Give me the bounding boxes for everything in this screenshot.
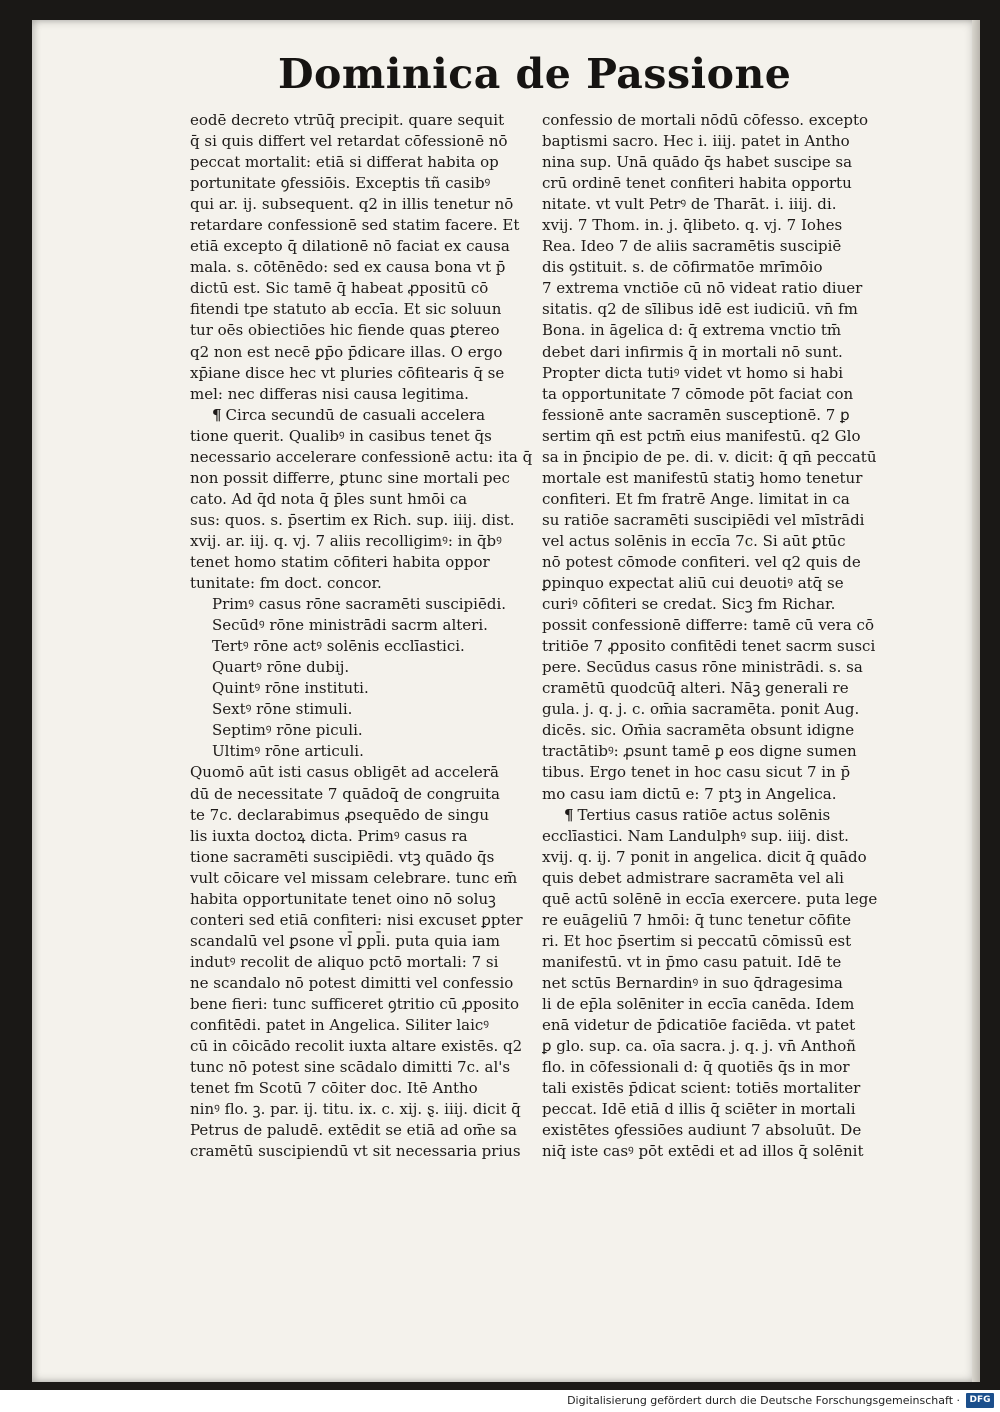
funding-credit: Digitalisierung gefördert durch die Deutsche Forschungsgemeinschaft ·	[567, 1394, 960, 1407]
line-text: confiteri. Et fm fratrē Ange. limitat in ca	[542, 489, 850, 508]
text-line	[542, 405, 882, 426]
text-line	[542, 468, 882, 489]
line-text: retardare confessionē sed statim facere. Et	[190, 216, 520, 235]
line-text: ꝑpinquo expectat aliū cui deuotiꝰ atq̄ se	[542, 574, 844, 593]
text-line	[190, 678, 534, 699]
line-text: Bona. in āgelica d: q̄ extrema vnctio tm̄	[542, 321, 842, 340]
dfg-logo: DFG	[966, 1393, 994, 1408]
text-line	[542, 910, 882, 931]
text-line	[542, 636, 882, 657]
text-line	[190, 784, 534, 805]
line-text: etiā excepto q̄ dilationē nō faciat ex causa	[190, 237, 510, 256]
line-text: Sextꝰ rōne stimuli.	[212, 700, 353, 719]
text-line	[190, 152, 534, 173]
text-line	[542, 678, 882, 699]
line-text: Septimꝰ rōne piculi.	[212, 721, 363, 740]
text-line	[190, 994, 534, 1015]
text-line	[190, 468, 534, 489]
text-line	[190, 762, 534, 783]
text-line	[190, 699, 534, 720]
line-text: sa in p̄ncipio de pe. di. v. dicit: q̄ qn̄ peccatū	[542, 447, 877, 466]
text-line	[190, 447, 534, 468]
line-text: tenet fm Scotū 7 cōiter doc. Itē Antho	[190, 1079, 478, 1098]
line-text: nina sup. Unā quādo q̄s habet suscipe sa	[542, 153, 853, 172]
text-line	[190, 173, 534, 194]
text-line	[542, 784, 882, 805]
line-text: te 7c. declarabimus ꝓsequēdo de singu	[190, 805, 490, 824]
text-line	[190, 573, 534, 594]
line-text: scandalū vel ꝑsone vl̄ ꝑpl̄i. puta quia iam	[190, 931, 500, 950]
text-line	[190, 1078, 534, 1099]
line-text: quē actū solēnē in eccīa exercere. puta lege	[542, 889, 878, 908]
text-line	[542, 615, 882, 636]
line-text: ri. Et hoc p̄sertim si peccatū cōmissū est	[542, 931, 852, 950]
line-text: Petrus de paludē. extēdit se etiā ad om̄e sa	[190, 1121, 517, 1140]
text-line	[190, 1099, 534, 1120]
line-text: fessionē ante sacramēn susceptionē. 7 ꝑ	[542, 405, 850, 424]
line-text: tractātibꝰ: ꝓsunt tamē ꝑ eos digne sumen	[542, 742, 857, 761]
text-line	[542, 573, 882, 594]
line-text: fitendi tpe statuto ab eccīa. Et sic soluun	[190, 300, 502, 319]
text-line	[542, 952, 882, 973]
line-text: pere. Secūdus casus rōne ministrādi. s. sa	[542, 658, 863, 677]
line-text: confitēdi. patet in Angelica. Siliter laicꝰ	[190, 1016, 490, 1035]
running-title: Dominica de Passione	[278, 50, 792, 98]
text-line	[190, 910, 534, 931]
line-text: niq̄ iste casꝰ pōt extēdi et ad illos q̄ solēnit	[542, 1142, 864, 1161]
line-text: tione querit. Qualibꝰ in casibus tenet q̄s	[190, 426, 492, 445]
line-text: cramētū suscipiendū vt sit necessaria prius	[190, 1142, 521, 1161]
text-line	[542, 110, 882, 131]
text-line	[190, 278, 534, 299]
text-line	[190, 741, 534, 762]
line-text: indutꝰ recolit de aliquo pctō mortali: 7 si	[190, 952, 499, 971]
line-text: Secūdꝰ rōne ministrādi sacrm alteri.	[212, 616, 488, 635]
text-line	[542, 215, 882, 236]
text-line	[190, 826, 534, 847]
line-text: xvij. ar. iij. q. vj. 7 aliis recolligimꝰ: in q̄bꝰ	[190, 531, 502, 550]
text-line	[190, 257, 534, 278]
line-text: cato. Ad q̄d nota q̄ p̄les sunt hmōi ca	[190, 489, 468, 508]
line-text: su ratiōe sacramēti suscipiēdi vel mīstrādi	[542, 510, 865, 529]
text-line	[190, 131, 534, 152]
left-text-column	[190, 110, 534, 1162]
text-line	[542, 426, 882, 447]
right-text-column	[542, 110, 882, 1162]
line-text: net sctūs Bernardinꝰ in suo q̄dragesima	[542, 973, 843, 992]
line-text: q̄ si quis differt vel retardat cōfessionē nō	[190, 132, 508, 151]
text-line	[542, 531, 882, 552]
line-text: non possit differre, ꝑtunc sine mortali pec	[190, 468, 510, 487]
text-line	[190, 1141, 534, 1162]
text-line	[542, 342, 882, 363]
line-text: Propter dicta tutiꝰ videt vt homo si habi	[542, 363, 844, 382]
line-text: Primꝰ casus rōne sacramēti suscipiēdi.	[212, 595, 507, 614]
text-line	[542, 552, 882, 573]
line-text: tibus. Ergo tenet in hoc casu sicut 7 in p̄	[542, 763, 851, 782]
line-text: peccat mortalit: etiā si differat habita op	[190, 153, 499, 172]
line-text: sertim qn̄ est pctm̄ eius manifestū. q2 Glo	[542, 426, 861, 445]
text-line	[542, 447, 882, 468]
line-text: xvij. 7 Thom. in. j. q̄libeto. q. vj. 7 Iohes	[542, 216, 843, 235]
text-line	[542, 1141, 882, 1162]
line-text: flo. in cōfessionali d: q̄ quotiēs q̄s in mor	[542, 1058, 850, 1077]
line-text: q2 non est necē ꝑp̄o p̄dicare illas. O ergo	[190, 342, 503, 361]
line-text: tione sacramēti suscipiēdi. vtꝫ quādo q̄s	[190, 847, 495, 866]
text-line	[190, 973, 534, 994]
text-line	[190, 236, 534, 257]
line-text: tenet homo statim cōfiteri habita oppor	[190, 552, 490, 571]
line-text: tali existēs p̄dicat scient: totiēs mortaliter	[542, 1079, 861, 1098]
text-line	[542, 826, 882, 847]
line-text: possit confessionē differre: tamē cū vera cō	[542, 616, 874, 635]
paragraph-mark-icon: ¶	[564, 805, 574, 824]
paragraph-mark-icon: ¶	[212, 405, 222, 424]
line-text: ne scandalo nō potest dimitti vel confessio	[190, 973, 514, 992]
text-line	[542, 257, 882, 278]
text-line	[542, 299, 882, 320]
text-line	[542, 1015, 882, 1036]
line-text: nō potest cōmode confiteri. vel q2 quis de	[542, 552, 861, 571]
text-line	[190, 889, 534, 910]
text-line	[542, 699, 882, 720]
line-text: curiꝰ cōfiteri se credat. Sicꝫ fm Richar.	[542, 595, 836, 614]
line-text: nitate. vt vult Petrꝰ de Tharāt. i. iiij. di.	[542, 195, 837, 214]
text-line	[190, 657, 534, 678]
text-line	[190, 868, 534, 889]
text-line	[542, 320, 882, 341]
text-line	[190, 847, 534, 868]
text-line	[542, 1120, 882, 1141]
line-text: li de ep̄la solēniter in eccīa canēda. Idem	[542, 994, 855, 1013]
line-text: ꝑ glo. sup. ca. oīa sacra. j. q. j. vn̄ Anthoñ	[542, 1037, 856, 1056]
line-text: cramētū quodcūq̄ alteri. Nāꝫ generali re	[542, 679, 849, 698]
text-line	[190, 805, 534, 826]
line-text: existētes ꝯfessiōes audiunt 7 absoluūt. De	[542, 1121, 862, 1140]
text-line	[190, 363, 534, 384]
text-line	[542, 868, 882, 889]
text-line	[190, 594, 534, 615]
text-line	[190, 489, 534, 510]
text-line	[190, 1120, 534, 1141]
text-line	[190, 110, 534, 131]
line-text: Ultimꝰ rōne articuli.	[212, 742, 364, 761]
line-text: bene fieri: tunc sufficeret ꝯtritio cū ꝓposito	[190, 994, 520, 1013]
line-text: xp̄iane disce hec vt pluries cōfitearis q̄ se	[190, 363, 505, 382]
line-text: Quintꝰ rōne instituti.	[212, 679, 369, 698]
line-text: Circa secundū de casuali accelera	[225, 405, 486, 424]
line-text: tunc nō potest sine scādalo dimitti 7c. al's	[190, 1058, 511, 1077]
text-line	[190, 384, 534, 405]
text-line	[542, 931, 882, 952]
text-line	[542, 847, 882, 868]
line-text: mortale est manifestū statiꝫ homo tenetur	[542, 468, 863, 487]
line-text: sitatis. q2 de sīlibus idē est iudiciū. vn̄ fm	[542, 300, 858, 319]
line-text: crū ordinē tenet confiteri habita opportu	[542, 174, 852, 193]
line-text: vult cōicare vel missam celebrare. tunc em̄	[190, 868, 518, 887]
line-text: baptismi sacro. Hec i. iiij. patet in Antho	[542, 132, 850, 151]
text-line	[542, 510, 882, 531]
text-line	[190, 299, 534, 320]
text-line	[190, 194, 534, 215]
line-text: debet dari infirmis q̄ in mortali nō sunt.	[542, 342, 843, 361]
line-text: mala. s. cōtēnēdo: sed ex causa bona vt p̄	[190, 258, 506, 277]
line-text: qui ar. ij. subsequent. q2 in illis tenetur nō	[190, 195, 514, 214]
text-line	[190, 320, 534, 341]
text-line	[190, 552, 534, 573]
text-line	[190, 510, 534, 531]
line-text: confessio de mortali nōdū cōfesso. excepto	[542, 111, 869, 129]
text-line	[190, 1057, 534, 1078]
line-text: enā videtur de p̄dicatiōe faciēda. vt patet	[542, 1016, 856, 1035]
line-text: conteri sed etiā confiteri: nisi excuset ꝑpter	[190, 910, 523, 929]
line-text: tritiōe 7 ꝓposito confitēdi tenet sacrm susci	[542, 637, 876, 656]
text-line	[190, 720, 534, 741]
line-text: ninꝰ flo. ꝫ. par. ij. titu. ix. c. xij. ȿ. iiij. dicit q̄	[190, 1100, 521, 1119]
line-text: 7 extrema vnctiōe cū nō videat ratio diuer	[542, 279, 863, 298]
text-line	[542, 194, 882, 215]
text-line	[542, 994, 882, 1015]
line-text: habita opportunitate tenet oino nō soluꝫ	[190, 889, 496, 908]
line-text: dicēs. sic. Om̄ia sacramēta obsunt idigne	[542, 721, 855, 740]
line-text: eodē decreto vtrūq̄ precipit. quare sequit	[190, 111, 505, 129]
line-text: xvij. q. ij. 7 ponit in angelica. dicit q̄ quādo	[542, 847, 867, 866]
text-line	[190, 342, 534, 363]
line-text: mel: nec differas nisi causa legitima.	[190, 384, 469, 403]
text-line	[190, 405, 534, 426]
line-text: mo casu iam dictū e: 7 ptꝫ in Angelica.	[542, 784, 837, 803]
text-line	[542, 741, 882, 762]
line-text: ecclīastici. Nam Landulphꝰ sup. iiij. dist.	[542, 826, 849, 845]
text-line	[542, 657, 882, 678]
line-text: ta opportunitate 7 cōmode pōt faciat con	[542, 384, 854, 403]
text-line	[190, 636, 534, 657]
line-text: Tertius casus ratiōe actus solēnis	[577, 805, 831, 824]
text-line	[542, 720, 882, 741]
line-text: Rea. Ideo 7 de aliis sacramētis suscipiē	[542, 237, 842, 256]
line-text: vel actus solēnis in eccīa 7c. Si aūt ꝑtūc	[542, 531, 846, 550]
text-line	[542, 278, 882, 299]
text-line	[190, 531, 534, 552]
text-line	[542, 173, 882, 194]
text-line	[542, 131, 882, 152]
text-line	[190, 615, 534, 636]
line-text: dis ꝯstituit. s. de cōfirmatōe mrīmōio	[542, 258, 823, 277]
line-text: manifestū. vt in p̄mo casu patuit. Idē te	[542, 952, 842, 971]
text-line	[542, 384, 882, 405]
text-line	[542, 152, 882, 173]
text-line	[190, 931, 534, 952]
text-line	[190, 215, 534, 236]
line-text: sus: quos. s. p̄sertim ex Rich. sup. iiij. dist.	[190, 510, 515, 529]
text-line	[542, 805, 882, 826]
text-line	[190, 1036, 534, 1057]
line-text: tunitate: fm doct. concor.	[190, 574, 382, 593]
text-line	[542, 489, 882, 510]
text-line	[190, 1015, 534, 1036]
text-line	[190, 426, 534, 447]
line-text: cū in cōicādo recolit iuxta altare existēs. q2	[190, 1037, 523, 1056]
line-text: gula. j. q. j. c. om̄ia sacramēta. ponit Aug.	[542, 700, 860, 719]
text-line	[190, 952, 534, 973]
line-text: lis iuxta doctoꝝ dicta. Primꝰ casus ra	[190, 826, 468, 845]
line-text: portunitate ꝯfessiōis. Exceptis tñ casibꝰ	[190, 174, 491, 193]
text-line	[542, 363, 882, 384]
line-text: necessario accelerare confessionē actu: ita q̄	[190, 447, 533, 466]
text-line	[542, 236, 882, 257]
line-text: Quartꝰ rōne dubij.	[212, 658, 350, 677]
text-line	[542, 1078, 882, 1099]
line-text: Tertꝰ rōne actꝰ solēnis ecclīastici.	[212, 637, 465, 656]
page-edge-shadow	[972, 20, 980, 1382]
line-text: dū de necessitate 7 quādoq̄ de congruita	[190, 784, 500, 803]
text-line	[542, 1099, 882, 1120]
text-line	[542, 973, 882, 994]
line-text: peccat. Idē etiā d illis q̄ sciēter in mortali	[542, 1100, 856, 1119]
line-text: dictū est. Sic tamē q̄ habeat ꝓpositū cō	[190, 279, 489, 298]
text-line	[542, 762, 882, 783]
text-line	[542, 1057, 882, 1078]
line-text: re euāgeliū 7 hmōi: q̄ tunc tenetur cōfite	[542, 910, 851, 929]
line-text: tur oēs obiectiōes hic fiende quas ꝑtereo	[190, 321, 500, 340]
text-line	[542, 1036, 882, 1057]
text-line	[542, 594, 882, 615]
footer-bar	[0, 1390, 1000, 1412]
line-text: quis debet admistrare sacramēta vel ali	[542, 868, 844, 887]
line-text: Quomō aūt isti casus obligēt ad accelerā	[190, 763, 499, 782]
text-line	[542, 889, 882, 910]
